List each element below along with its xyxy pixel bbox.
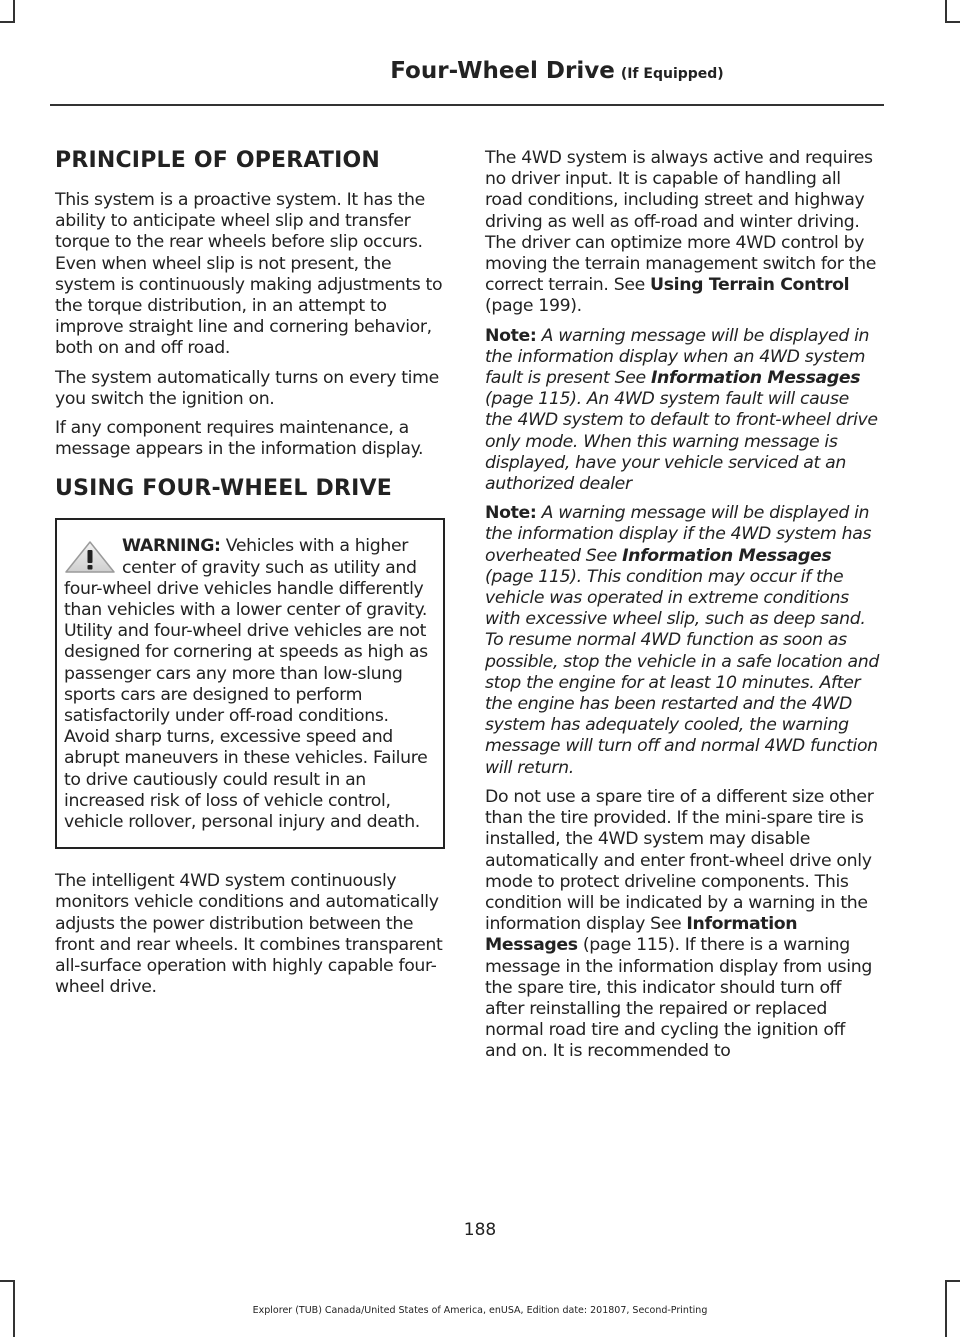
- crop-mark: [0, 21, 15, 23]
- note-text: (page 115). An 4WD system fault will cause the 4WD system to default to front-wheel drive only mode. When this warning message is displayed, have your vehicle serviced at an authorized dealer: [485, 389, 878, 495]
- warning-label: WARNING:: [122, 536, 221, 557]
- note: [485, 326, 880, 496]
- paragraph-text: The 4WD system is always active and requires no driver input. It is capable of handling all road conditions, including street and highway driving as well as off-road and winter driving. The driver can optimize more 4WD control by moving the terrain management switch for the correct terrain. See: [485, 148, 876, 296]
- note-label: Note:: [485, 325, 537, 346]
- cross-reference-link[interactable]: Information Messages: [622, 545, 832, 566]
- crop-mark: [0, 1280, 15, 1282]
- warning-box: [55, 518, 445, 849]
- section-heading-principle: PRINCIPLE OF OPERATION: [55, 148, 381, 173]
- crop-mark: [945, 1280, 960, 1282]
- crop-mark: [945, 0, 947, 22]
- cross-reference-link[interactable]: Using Terrain Control: [650, 275, 850, 296]
- page-header: [250, 58, 864, 84]
- cross-reference-link[interactable]: Information Messages: [485, 914, 798, 956]
- page-number: 188: [463, 1220, 497, 1240]
- footer-edition-info: Explorer (TUB) Canada/United States of America, enUSA, Edition date: 201807, Second-Printing: [252, 1305, 708, 1316]
- paragraph-text: (page 115). If there is a warning message in the information display from using the spare tire, this indicator should turn off after reinstalling the repaired or replaced normal road tire and cycling the ignition off and on. It is recommended to: [485, 935, 872, 1062]
- left-column: [55, 148, 445, 1007]
- paragraph: The system automatically turns on every time you switch the ignition on.: [55, 367, 439, 409]
- warning-triangle-icon: [64, 540, 116, 574]
- paragraph: This system is a proactive system. It has the ability to anticipate wheel slip and transfer torque to the rear wheels before slip occurs. Even when wheel slip is not present, the system is continuously making adjustments to the torque distribution, in an attempt to improve straight line and cornering behavior, both on and off road.: [55, 190, 443, 359]
- crop-mark: [945, 21, 960, 23]
- note-label: Note:: [485, 503, 537, 524]
- note: [485, 503, 880, 779]
- warning-text: Vehicles with a higher center of gravity such as utility and four-wheel drive vehicles handle differently than vehicles with a lower center of gravity. Utility and four-wheel drive vehicles are not designed for cornering at speeds as high as passenger cars any more than low-slung sports cars are designed to perform satisfactorily under off-road conditions. Avoid sharp turns, excessive speed and abrupt maneuvers in these vehicles. Failure to drive cautiously could result in an increased risk of loss of vehicle control, vehicle rollover, personal injury and death.: [64, 536, 428, 833]
- note-text: A warning message will be displayed in the information display if the 4WD system has overheated See: [485, 503, 872, 566]
- paragraph: If any component requires maintenance, a message appears in the information display.: [55, 418, 424, 460]
- paragraph: [485, 148, 880, 318]
- paragraph: The intelligent 4WD system continuously monitors vehicle conditions and automatically adjusts the power distribution between the front and rear wheels. It combines transparent all-surface operation with highly capable four-wheel drive.: [55, 871, 443, 998]
- header-rule: [50, 104, 884, 106]
- note-text: A warning message will be displayed in the information display when an 4WD system fault is present See: [485, 325, 870, 389]
- header-title: Four-Wheel Drive: [390, 58, 615, 84]
- crop-mark: [13, 0, 15, 22]
- cross-reference-link[interactable]: Information Messages: [650, 368, 861, 389]
- header-subtitle: (If Equipped): [620, 66, 724, 82]
- right-column: [485, 148, 880, 1071]
- note-text: (page 115). This condition may occur if the vehicle was operated in extreme conditions with excessive wheel slip, such as deep sand. To resume normal 4WD function as soon as possible, stop the vehicle in a safe location and stop the engine for at least 10 minutes. After the engine has been restarted and the 4WD system has adequately cooled, the warning message will turn off and normal 4WD function will return.: [485, 566, 880, 778]
- paragraph-text: Do not use a spare tire of a different size other than the tire provided. If the mini-spare tire is installed, the 4WD system may disable automatically and enter front-wheel drive only mode to protect driveline components. This condition will be indicated by a warning in the information display See: [485, 786, 874, 935]
- section-heading-using-4wd: USING FOUR-WHEEL DRIVE: [55, 476, 392, 502]
- page-reference: (page 199).: [485, 296, 582, 317]
- paragraph: [485, 787, 880, 1063]
